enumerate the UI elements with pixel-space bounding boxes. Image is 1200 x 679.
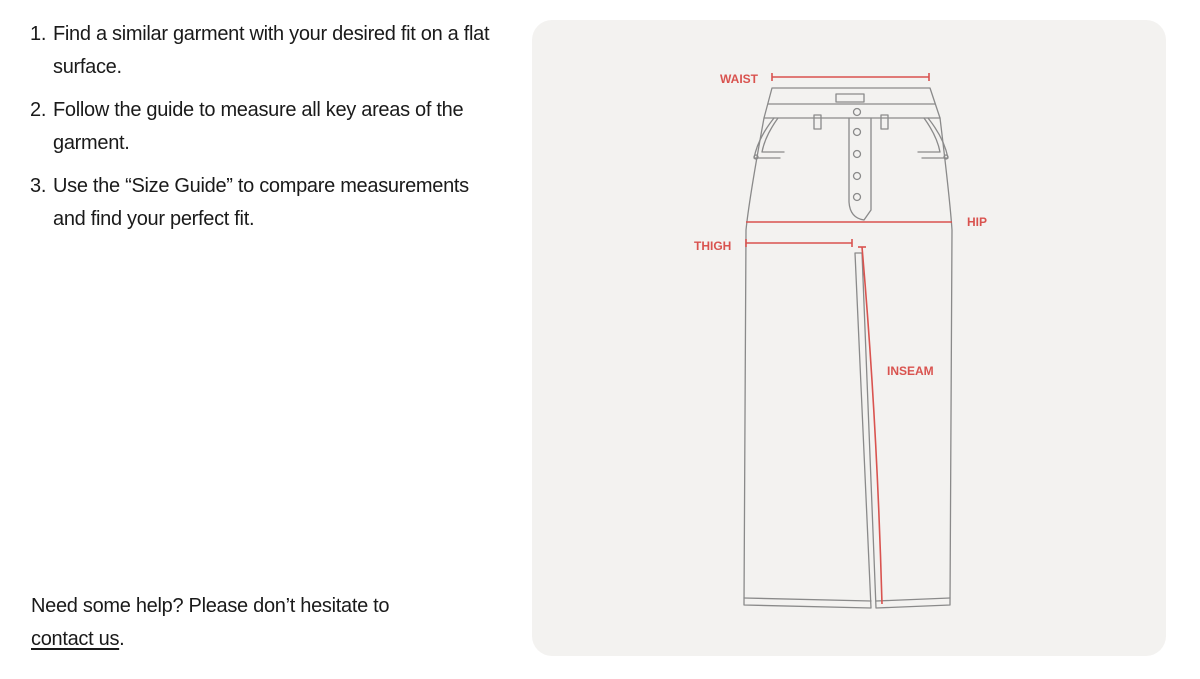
step-number: 3. bbox=[30, 175, 47, 197]
step-text: Use the “Size Guide” to compare measurements and find your perfect fit. bbox=[53, 175, 469, 230]
hip-label: HIP bbox=[967, 215, 988, 229]
fly-buttons bbox=[854, 109, 861, 201]
inseam-measure-line bbox=[862, 247, 882, 604]
thigh-label: THIGH bbox=[694, 239, 732, 253]
waist-label: WAIST bbox=[720, 72, 758, 86]
step-number: 2. bbox=[30, 99, 47, 121]
instruction-step bbox=[30, 18, 500, 84]
help-text: Need some help? Please don’t hesitate to bbox=[31, 595, 390, 617]
instruction-step bbox=[30, 94, 500, 160]
help-suffix: . bbox=[119, 628, 125, 650]
inseam-label: INSEAM bbox=[887, 364, 934, 378]
instruction-step bbox=[30, 170, 500, 236]
instruction-list bbox=[30, 18, 500, 246]
step-number: 1. bbox=[30, 23, 47, 45]
pants-illustration bbox=[744, 88, 952, 608]
contact-us-link[interactable]: contact us bbox=[31, 628, 120, 650]
step-text: Follow the guide to measure all key areas of the garment. bbox=[53, 99, 464, 154]
measurement-diagram-panel bbox=[532, 20, 1166, 656]
help-message bbox=[31, 590, 501, 656]
pants-measurement-diagram bbox=[532, 20, 1166, 656]
step-text: Find a similar garment with your desired fit on a flat surface. bbox=[53, 23, 490, 78]
